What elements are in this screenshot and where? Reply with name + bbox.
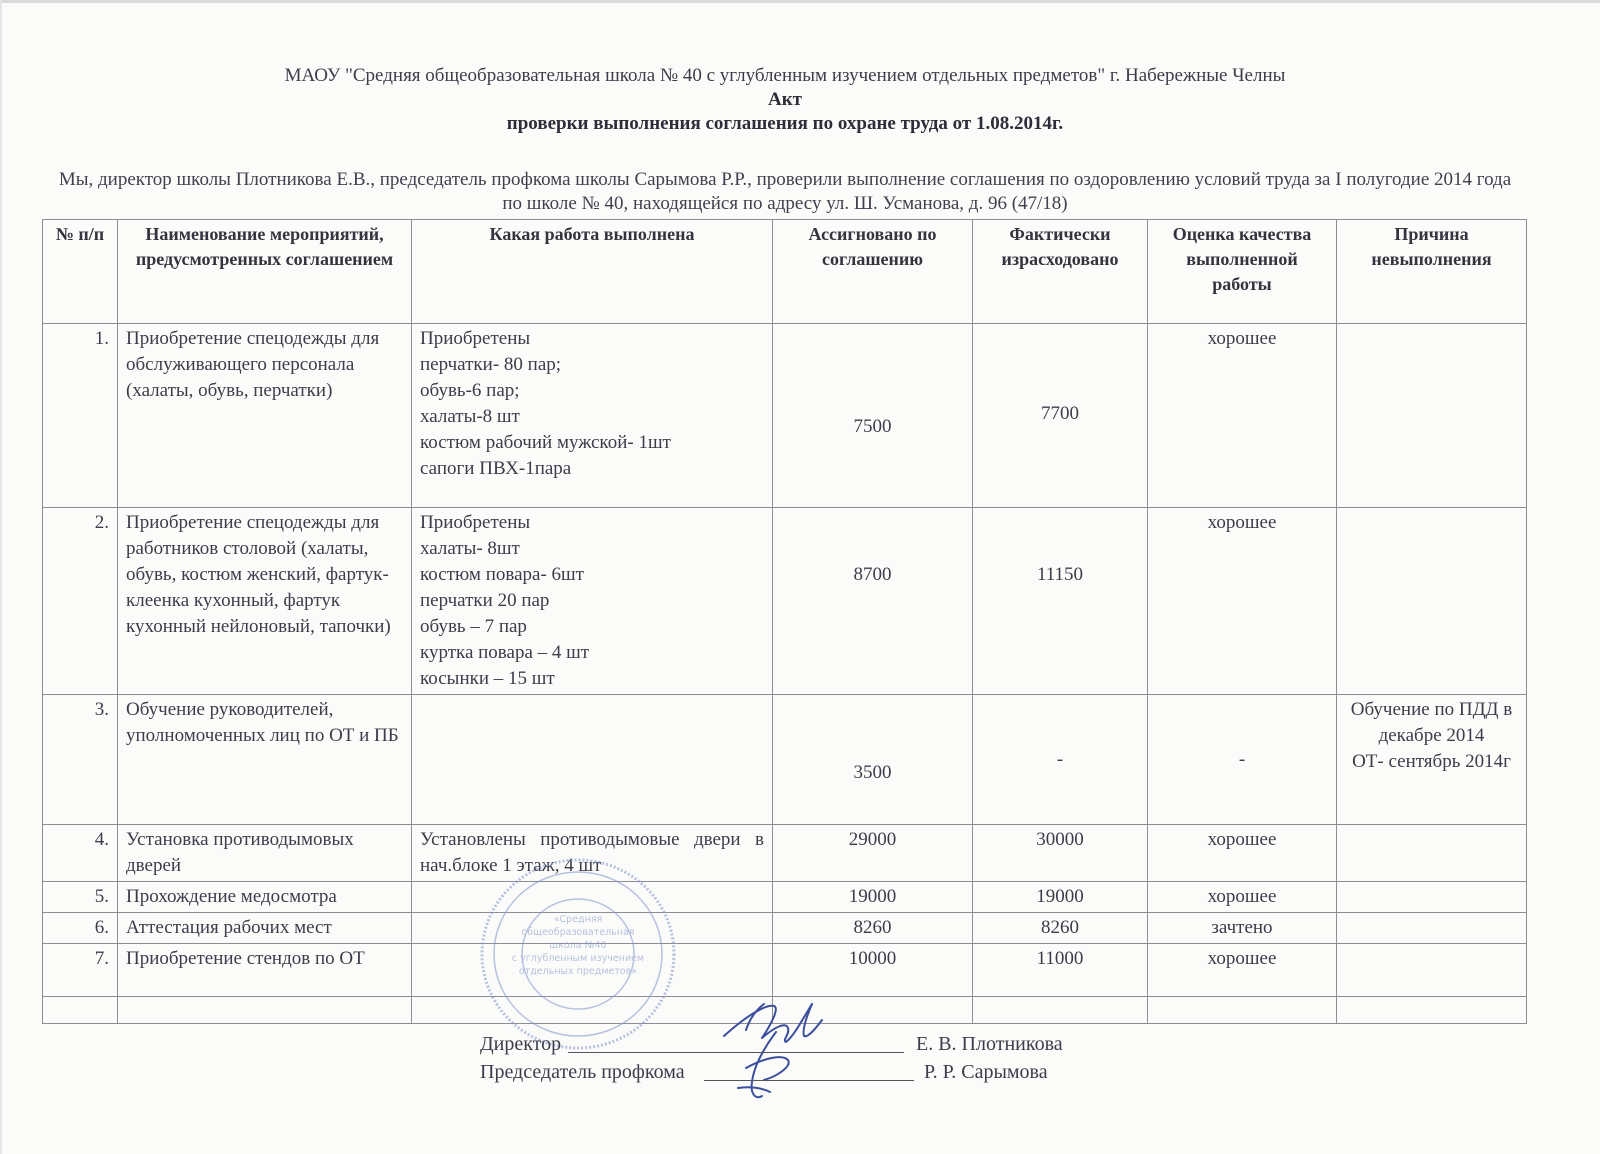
scan-edge-left [0, 0, 2, 1154]
row-quality: - [1238, 749, 1246, 770]
row-assigned: 10000 [773, 944, 973, 997]
intro-paragraph: Мы, директор школы Плотникова Е.В., председатель профкома школы Сарымова Р.Р., проверили выполнение соглашения по оздоровлению условий труда за I полугодие 2014 года по школе № 40, находящейся по адресу ул. Ш. Усманова, д. 96 (47/18) [58, 169, 1512, 214]
empty-cell [973, 997, 1148, 1024]
row-assigned: 7500 [853, 416, 892, 437]
row-work [412, 944, 773, 997]
row-assigned: 8260 [773, 913, 973, 944]
document-header [0, 64, 1570, 136]
row-num: 5. [43, 882, 118, 913]
row-num: 1. [43, 324, 118, 508]
row-quality: зачтено [1148, 913, 1337, 944]
row-name: Обучение руководителей, уполномоченных лиц по ОТ и ПБ [118, 695, 412, 825]
row-quality: хорошее [1148, 882, 1337, 913]
row-name: Прохождение медосмотра [118, 882, 412, 913]
header-reason: Причина невыполнения [1337, 220, 1527, 324]
row-assigned-cell [773, 508, 973, 695]
row-name: Аттестация рабочих мест [118, 913, 412, 944]
table-row [43, 882, 1527, 913]
empty-cell [1148, 997, 1337, 1024]
svg-text:школа №40: школа №40 [549, 940, 607, 951]
header-name: Наименование мероприятий, предусмотренных соглашением [118, 220, 412, 324]
row-work: Приобретены перчатки- 80 пар; обувь-6 пар; халаты-8 шт костюм рабочий мужской- 1шт сапоги ПВХ-1пара [412, 324, 773, 508]
header-quality: Оценка качества выполненной работы [1148, 220, 1337, 324]
row-reason: Обучение по ПДД в декабре 2014 ОТ- сентябрь 2014г [1337, 695, 1527, 825]
svg-text:с углубленным изучением: с углубленным изучением [511, 953, 645, 964]
row-spent: - [1056, 749, 1064, 770]
row-work [412, 695, 773, 825]
table-row [43, 508, 1527, 695]
table-row [43, 944, 1527, 997]
row-assigned-cell [773, 695, 973, 825]
director-name: Е. В. Плотникова [916, 1033, 1063, 1055]
table-row-empty [43, 997, 1527, 1024]
row-spent: 11150 [1036, 564, 1084, 585]
row-work: Установлены противодымовые двери в нач.блоке 1 этаж, 4 шт [412, 825, 773, 882]
row-spent: 11000 [973, 944, 1148, 997]
document-subtitle: проверки выполнения соглашения по охране труда от 1.08.2014г. [506, 113, 1064, 134]
row-spent-cell [973, 324, 1148, 508]
row-reason [1337, 508, 1527, 695]
table-row [43, 324, 1527, 508]
row-spent: 7700 [1041, 403, 1079, 424]
svg-text:«Средняя: «Средняя [553, 914, 603, 925]
row-num: 6. [43, 913, 118, 944]
scan-edge-top [0, 0, 1600, 3]
empty-cell [1337, 997, 1527, 1024]
row-num: 7. [43, 944, 118, 997]
empty-cell [118, 997, 412, 1024]
row-reason [1337, 913, 1527, 944]
row-num: 2. [43, 508, 118, 695]
row-work: Приобретены халаты- 8шт костюм повара- 6шт перчатки 20 пар обувь – 7 пар куртка повара – 4 шт косынки – 15 шт [412, 508, 773, 695]
organization-name: МАОУ "Средняя общеобразовательная школа № 40 с углубленным изучением отдельных предметов" г. Набережные Челны [284, 65, 1286, 86]
director-role: Директор [480, 1033, 562, 1055]
row-assigned: 8700 [853, 564, 892, 585]
row-quality: хорошее [1148, 825, 1337, 882]
row-num: 3. [43, 695, 118, 825]
row-quality: хорошее [1148, 944, 1337, 997]
row-assigned: 3500 [853, 762, 892, 783]
row-name: Приобретение спецодежды для обслуживающего персонала (халаты, обувь, перчатки) [118, 324, 412, 508]
row-spent-cell [973, 695, 1148, 825]
row-quality-cell [1148, 695, 1337, 825]
svg-text:общеобразовательная: общеобразовательная [521, 927, 635, 938]
union-role: Председатель профкома [480, 1061, 685, 1083]
header-spent: Фактически израсходовано [973, 220, 1148, 324]
empty-cell [773, 997, 973, 1024]
table-row [43, 825, 1527, 882]
svg-text:отдельных предметов»: отдельных предметов» [518, 966, 638, 977]
row-quality: хорошее [1148, 324, 1337, 508]
empty-cell [412, 997, 773, 1024]
row-assigned-cell [773, 324, 973, 508]
table-header-row [43, 220, 1527, 324]
signature-line [568, 1052, 904, 1053]
union-name: Р. Р. Сарымова [924, 1061, 1048, 1083]
signature-line [704, 1080, 914, 1081]
row-spent-cell [973, 508, 1148, 695]
header-work: Какая работа выполнена [412, 220, 773, 324]
row-reason [1337, 944, 1527, 997]
row-name: Приобретение стендов по ОТ [118, 944, 412, 997]
empty-cell [43, 997, 118, 1024]
row-name: Установка противодымовых дверей [118, 825, 412, 882]
header-num: № п/п [43, 220, 118, 324]
row-assigned: 19000 [773, 882, 973, 913]
document-title: Акт [767, 89, 802, 110]
header-assigned: Ассигновано по соглашению [773, 220, 973, 324]
row-reason [1337, 825, 1527, 882]
row-work [412, 882, 773, 913]
row-name: Приобретение спецодежды для работников столовой (халаты, обувь, костюм женский, фартук-клеенка кухонный, фартук кухонный нейлоновый, тапочки) [118, 508, 412, 695]
row-num: 4. [43, 825, 118, 882]
table-row [43, 913, 1527, 944]
table-row [43, 695, 1527, 825]
row-reason [1337, 324, 1527, 508]
act-table [42, 219, 1527, 1024]
row-reason [1337, 882, 1527, 913]
row-spent: 30000 [973, 825, 1148, 882]
row-quality: хорошее [1148, 508, 1337, 695]
row-work [412, 913, 773, 944]
row-assigned: 29000 [773, 825, 973, 882]
row-spent: 8260 [973, 913, 1148, 944]
row-spent: 19000 [973, 882, 1148, 913]
